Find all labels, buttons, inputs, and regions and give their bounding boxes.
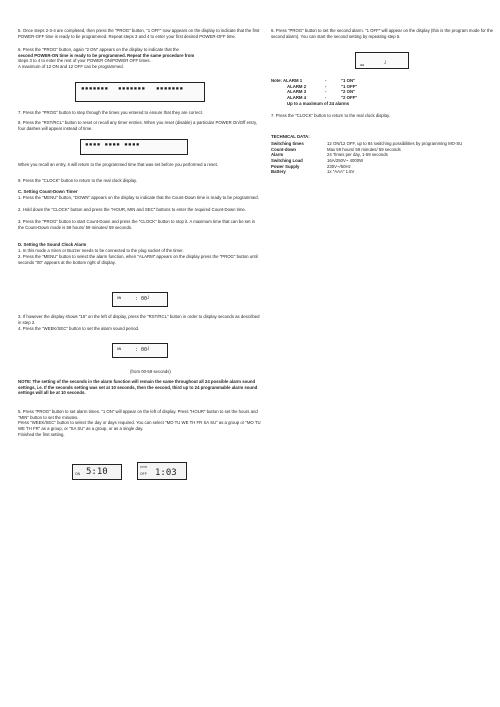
section-c-heading: C. Setting Count-Down Timer: [18, 189, 78, 194]
tech-row: Switching times 12 ON/12 OFF, up to 84 switching possibilities by programming MO-SU: [271, 141, 463, 146]
lcd-final-left: ON 5:10: [72, 464, 122, 480]
step-6: 6. Press the "PROG" button, again "2 ON" appears on the display to indicate that the second POWER-ON time is ready to be programmed. Repeat the same procedure from steps 3 to 4 to enter the rest of your POWER ON/POWER OFF times. A maximum of 12 ON and 12 OFF can be programmed.: [18, 47, 195, 70]
lcd-reset-dashes: ▪▪▪▪ ▪▪▪▪ ▪▪▪▪: [80, 139, 188, 155]
c-step-2: 2. Hold down the "CLOCK" button and press the "HOUR, MIN and SEC" buttons to enter the required Count-Down time.: [18, 207, 246, 212]
alarm-note: NOTE: The setting of the seconds in the alarm function will remain the same throughout all 24 possible alarm sound settings, i.e. If the seconds setting was set at 10 seconds, then the second, third up to 24 programmable alarm sound settings will all be at 10 seconds.: [18, 379, 258, 396]
lcd-programmed-times: ▪▪▪▪▪▪▪ ▪▪▪▪▪▪▪ ▪▪▪▪▪▪▪: [75, 82, 205, 102]
alarm-row: ALARM 3 - "2 ON": [287, 89, 356, 95]
alarm-row: Note: ALARM 1 - "1 ON": [271, 78, 356, 83]
step-7: 7. Press the "PROG" button to step through the times you entered to ensure that they are correct.: [18, 110, 204, 115]
alarm-row: ALARM 4 - "2 OFF": [287, 95, 358, 101]
alarm-step-7: 7. Press the "CLOCK" button to return to the real clock display.: [271, 113, 391, 118]
lcd-alarm-period: ON : 00┘: [112, 343, 168, 358]
tech-row: Alarm 24 Times per day, 1-59 seconds: [271, 152, 388, 158]
alarm-row: ALARM 2 - "1 OFF": [287, 83, 358, 89]
lcd-second-alarm: ▪▪ ┘: [355, 52, 409, 69]
step-9: 9. Press the "CLOCK" button to return to the real clock display.: [18, 178, 138, 183]
d-step-4: 4. Press the "WEEK/SEC" button to set the alarm sound period.: [18, 326, 140, 331]
tech-table: [271, 141, 493, 175]
lcd-alarm-seconds: ON : 00┘: [112, 292, 168, 307]
alarm-step-6: 6. Press "PROG" button to set the second alarm. "1 OFF" will appear on the display (this is the program mode for the second alarm). You can start the second setting by repeating step 5.: [271, 28, 494, 39]
alarm-table-footer: Up to a maximum of 24 alarms: [287, 100, 350, 106]
alarm-table: [271, 78, 357, 106]
lcd-final-right: ▪▪▪▪▪▪ OFF 1:03: [137, 462, 187, 480]
section-d-heading: D. Setting the Sound Clock Alarm: [18, 242, 87, 247]
d-step-1: 1. In this mode a Siren or Buzzer needs to be connected to the plug socket of the timer.: [18, 248, 184, 253]
d-step-2: 2. Press the "MENU" button to select the alarm function, when "ALARM" appears on the display press the "PROG" button until seconds "00" appears at the bottom right of display.: [18, 254, 258, 265]
d-step-5: 5. Press "PROG" button to set alarm times. "1 ON" will appear on the left of display. Press "HOUR" button to set the hours and "MIN" button to set the minutes. Press "WEEK/SEC" button to select the day or days required. You can select "MO TU WE TH FR SA SU" as a group or "MO TU WE TH FR" as a group, or "SA SU" as a group, or as a single day. Finished the first setting.: [18, 409, 261, 437]
seconds-range-caption: (from 00-59 seconds): [130, 369, 171, 374]
tech-row: Count-down Max 59 hours/ 59 minutes/ 59 seconds: [271, 146, 401, 152]
recall-note: When you recall an entry, it will return to the programmed time that was set before you performed a reset.: [18, 162, 219, 167]
step-8: 8. Press the "RST/RCL" button to reset or recall any timer entries. When you reset (disable) a particular POWER On/Off entry, four dashes will appear instead of time.: [18, 120, 258, 131]
tech-heading: TECHNICAL DATA:: [271, 134, 310, 139]
c-step-1: 1. Press the "MENU" button, "DOWN" appears on the display to indicate that the Count-Down time is ready to be programmed.: [18, 195, 259, 200]
tech-row: Power Supply 230V~/50Hz: [271, 163, 351, 169]
tech-row: Battery 1x "AAA" 1.5V: [271, 169, 355, 175]
step-5: 5. Once steps 2-3-4 are completed, then press the "PROG" button, "1 OFF" now appears on the display to indicate that the first POWER-OFF time is ready to be programmed. Repeat steps 3 and 4 to enter your first desired POWER-OFF time.: [18, 28, 260, 39]
tech-row: Switching Load 16A/250V~ 4000W: [271, 158, 364, 164]
d-step-3: 3. If however the display shows "15" on the left of display, press the "RST/RCL" button in order to display seconds as described in step 2.: [18, 314, 260, 325]
c-step-3: 3. Press the "PROG" button to start Count-Down and press the "CLOCK" button to stop it. A maximum time that can be set in the Count-Down mode is 59 hours/ 59 minutes/ 59 seconds.: [18, 219, 256, 230]
